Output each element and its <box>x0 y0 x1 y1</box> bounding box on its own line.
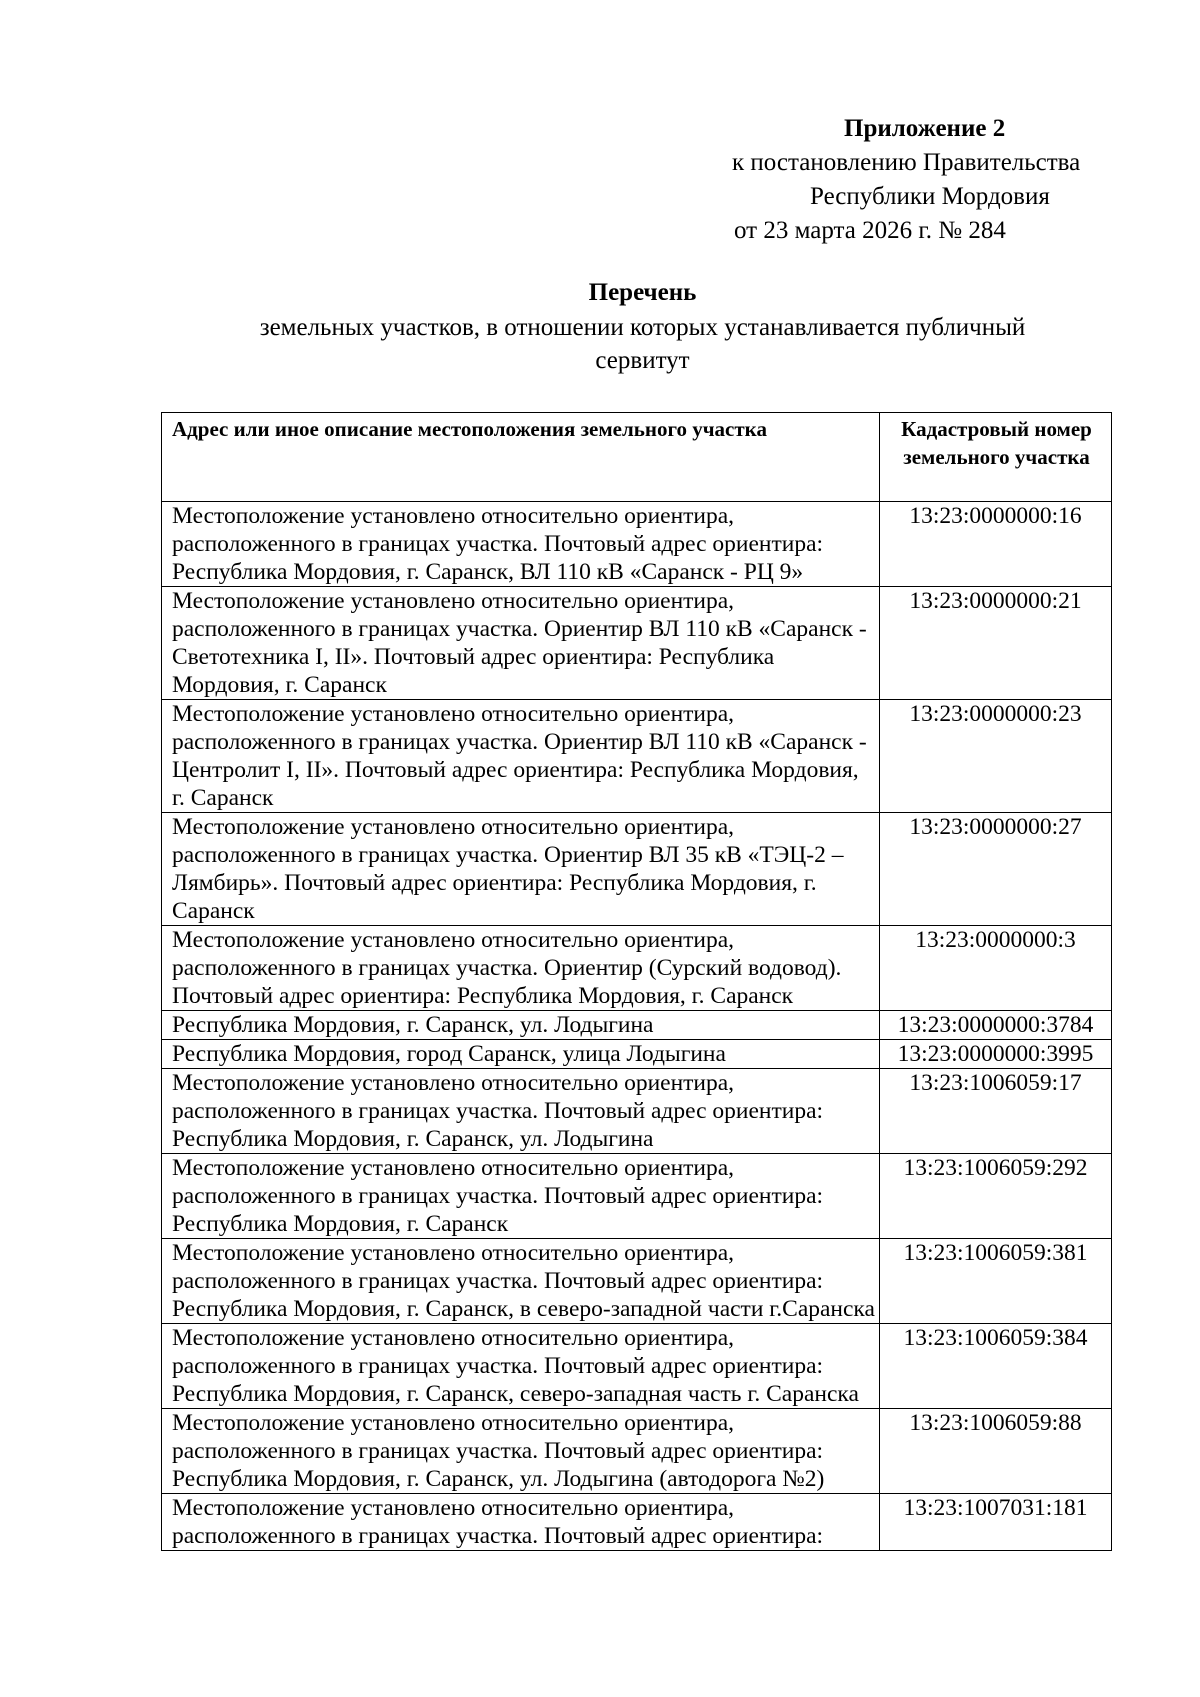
table-row <box>162 1409 1112 1494</box>
cell-cadastral-number: 13:23:0000000:21 <box>880 587 1112 700</box>
cell-address: Местоположение установлено относительно ориентира, расположенного в границах участка. Ориентир (Сурский водовод). Почтовый адрес ориентира: Республика Мордовия, г. Саранск <box>162 926 880 1011</box>
table-row <box>162 1154 1112 1239</box>
cell-address: Местоположение установлено относительно ориентира, расположенного в границах участка. Почтовый адрес ориентира: Республика Мордовия, г. Саранск, ул. Лодыгина (автодорога №2) <box>162 1409 880 1494</box>
appendix-block <box>732 112 1142 248</box>
appendix-line-republic: Республики Мордовия <box>810 183 1050 210</box>
document-subtitle-line-2: сервитут <box>595 347 690 374</box>
table-row <box>162 926 1112 1011</box>
appendix-line-resolution: к постановлению Правительства <box>732 149 1081 176</box>
table-row <box>162 1069 1112 1154</box>
cell-address: Местоположение установлено относительно ориентира, расположенного в границах участка. Почтовый адрес ориентира: Республика Мордовия, г. Саранск, северо-западная часть г. Саранска <box>162 1324 880 1409</box>
table-header-row <box>162 413 1112 502</box>
table-row <box>162 1239 1112 1324</box>
cell-address: Республика Мордовия, г. Саранск, ул. Лодыгина <box>162 1011 880 1040</box>
appendix-title: Приложение 2 <box>844 115 1006 142</box>
cell-address: Местоположение установлено относительно ориентира, расположенного в границах участка. Ориентир ВЛ 110 кВ «Саранск - Центролит I, II». Почтовый адрес ориентира: Республика Мордовия, г. Саранск <box>162 700 880 813</box>
cell-cadastral-number: 13:23:0000000:23 <box>880 700 1112 813</box>
table-row <box>162 700 1112 813</box>
land-plots-table <box>161 412 1112 1551</box>
document-subtitle-line-1: земельных участков, в отношении которых устанавливается публичный <box>259 314 1026 341</box>
table-row <box>162 502 1112 587</box>
cell-address: Местоположение установлено относительно ориентира, расположенного в границах участка. Ориентир ВЛ 110 кВ «Саранск - Светотехника I, II». Почтовый адрес ориентира: Республика Мордовия, г. Саранск <box>162 587 880 700</box>
cell-cadastral-number: 13:23:1006059:381 <box>880 1239 1112 1324</box>
cell-cadastral-number: 13:23:1006059:88 <box>880 1409 1112 1494</box>
cell-address: Местоположение установлено относительно ориентира, расположенного в границах участка. Почтовый адрес ориентира: Республика Мордовия, г. Саранск <box>162 1154 880 1239</box>
cell-cadastral-number: 13:23:0000000:3784 <box>880 1011 1112 1040</box>
cell-cadastral-number: 13:23:1006059:17 <box>880 1069 1112 1154</box>
table-row <box>162 1494 1112 1551</box>
cell-address: Местоположение установлено относительно ориентира, расположенного в границах участка. Ориентир ВЛ 35 кВ «ТЭЦ-2 – Лямбирь». Почтовый адрес ориентира: Республика Мордовия, г. Саранск <box>162 813 880 926</box>
cell-address: Республика Мордовия, город Саранск, улица Лодыгина <box>162 1040 880 1069</box>
cell-cadastral-number: 13:23:0000000:27 <box>880 813 1112 926</box>
document-heading <box>160 276 1125 377</box>
cell-address: Местоположение установлено относительно ориентира, расположенного в границах участка. Почтовый адрес ориентира: Республика Мордовия, г. Саранск, ВЛ 110 кВ «Саранск - РЦ 9» <box>162 502 880 587</box>
cell-address: Местоположение установлено относительно ориентира, расположенного в границах участка. Почтовый адрес ориентира: <box>162 1494 880 1551</box>
header-address: Адрес или иное описание местоположения земельного участка <box>162 413 880 502</box>
cell-cadastral-number: 13:23:0000000:3 <box>880 926 1112 1011</box>
cell-cadastral-number: 13:23:0000000:16 <box>880 502 1112 587</box>
table-row <box>162 813 1112 926</box>
cell-cadastral-number: 13:23:1006059:384 <box>880 1324 1112 1409</box>
table-row <box>162 1324 1112 1409</box>
header-cadastral-number: Кадастровый номер земельного участка <box>880 413 1112 502</box>
document-title: Перечень <box>588 279 697 306</box>
table-row <box>162 1040 1112 1069</box>
appendix-line-date: от 23 марта 2026 г. № 284 <box>734 217 1006 244</box>
table-row <box>162 1011 1112 1040</box>
cell-address: Местоположение установлено относительно ориентира, расположенного в границах участка. Почтовый адрес ориентира: Республика Мордовия, г. Саранск, ул. Лодыгина <box>162 1069 880 1154</box>
cell-cadastral-number: 13:23:0000000:3995 <box>880 1040 1112 1069</box>
cell-address: Местоположение установлено относительно ориентира, расположенного в границах участка. Почтовый адрес ориентира: Республика Мордовия, г. Саранск, в северо-западной части г.Саранска <box>162 1239 880 1324</box>
cell-cadastral-number: 13:23:1007031:181 <box>880 1494 1112 1551</box>
table-row <box>162 587 1112 700</box>
cell-cadastral-number: 13:23:1006059:292 <box>880 1154 1112 1239</box>
